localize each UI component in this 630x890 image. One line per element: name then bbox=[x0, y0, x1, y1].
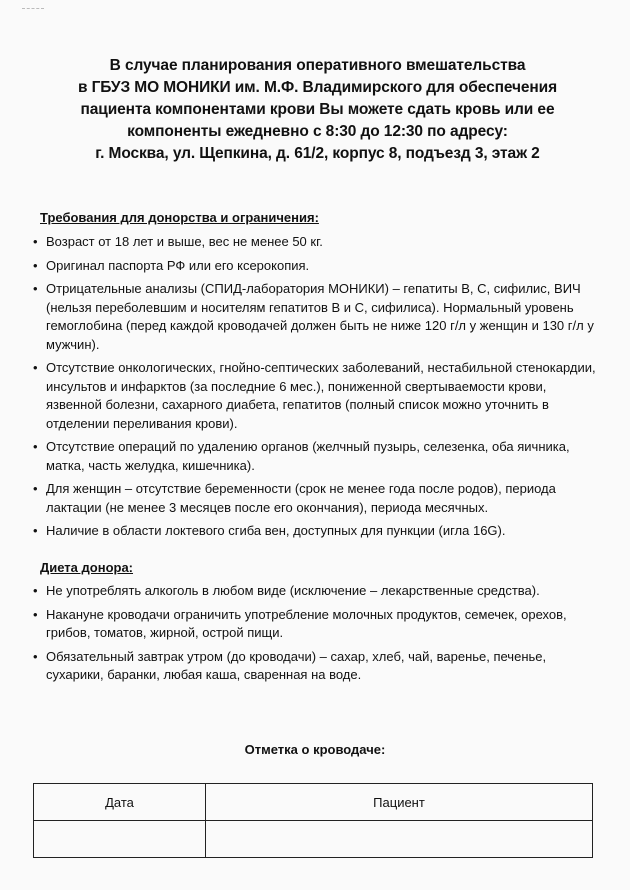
list-item: • Для женщин – отсутствие беременности (срок не менее года после родов), периода лактации (не менее 3 месяцев после его окончания), периода месячных. bbox=[33, 481, 556, 515]
header-address-line: г. Москва, ул. Щепкина, д. 61/2, корпус 8, подъезд 3, этаж 2 bbox=[95, 145, 540, 162]
bullet-icon: • bbox=[33, 523, 38, 538]
list-item: • Не употреблять алкоголь в любом виде (исключение – лекарственные средства). bbox=[33, 582, 603, 601]
diet-list bbox=[33, 582, 603, 690]
header-line: в ГБУЗ МО МОНИКИ им. М.Ф. Владимирского для обеспечения bbox=[77, 79, 558, 96]
table-row bbox=[34, 821, 593, 858]
list-item: • Отсутствие онкологических, гнойно-септических заболеваний, нестабильной стенокардии, инсультов и инфарктов (за последние 6 мес.), пониженной свертываемости крови, язвенной болезни, сахарного диабета, гепатитов (полный список можно уточнить в отделении переливания крови). bbox=[33, 360, 596, 431]
bullet-icon: • bbox=[33, 648, 38, 664]
bullet-icon: • bbox=[33, 583, 38, 598]
list-item: • Накануне кроводачи ограничить употребление молочных продуктов, семечек, орехов, грибов, томатов, жирной, острой пищи. bbox=[33, 606, 567, 640]
donation-record-table bbox=[33, 783, 593, 858]
header-notice bbox=[40, 55, 595, 165]
bullet-icon: • bbox=[33, 234, 38, 249]
column-header-patient: Пациент bbox=[206, 784, 593, 821]
requirements-title: Требования для донорства и ограничения: bbox=[40, 210, 319, 225]
bullet-icon: • bbox=[33, 360, 38, 375]
requirements-list bbox=[33, 233, 603, 546]
header-line: компоненты ежедневно с 8:30 до 12:30 по адресу: bbox=[127, 123, 508, 140]
list-item: • Оригинал паспорта РФ или его ксерокопия. bbox=[33, 257, 603, 276]
bullet-icon: • bbox=[33, 281, 38, 296]
header-line: В случае планирования оперативного вмешательства bbox=[109, 57, 526, 74]
patient-cell bbox=[206, 821, 593, 858]
date-cell bbox=[34, 821, 206, 858]
list-item: • Обязательный завтрак утром (до кроводачи) – сахар, хлеб, чай, варенье, печенье, сухарики, баранки, любая каша, сваренная на воде. bbox=[33, 648, 547, 682]
bullet-icon: • bbox=[33, 481, 38, 496]
column-header-date: Дата bbox=[34, 784, 206, 821]
bullet-icon: • bbox=[33, 257, 38, 273]
header-line: пациента компонентами крови Вы можете сдать кровь или ее bbox=[80, 101, 555, 118]
table-header-row bbox=[34, 784, 593, 821]
bullet-icon: • bbox=[33, 606, 38, 622]
record-title: Отметка о кроводаче: bbox=[244, 742, 386, 757]
list-item: • Отсутствие операций по удалению органов (желчный пузырь, селезенка, оба яичника, матка, часть желудка, кишечника). bbox=[33, 439, 570, 473]
list-item: • Возраст от 18 лет и выше, вес не менее 50 кг. bbox=[33, 233, 603, 252]
list-item: • Наличие в области локтевого сгиба вен, доступных для пункции (игла 16G). bbox=[33, 522, 603, 541]
bullet-icon: • bbox=[33, 439, 38, 454]
list-item: • Отрицательные анализы (СПИД-лаборатория МОНИКИ) – гепатиты В, С, сифилис, ВИЧ (нельзя переболевшим и носителям гепатитов В и С, сифилиса). Нормальный уровень гемоглобина (перед каждой кроводачей должен быть не ниже 120 г/л у женщин и 130 г/л у мужчин). bbox=[33, 281, 594, 352]
scan-mark bbox=[22, 8, 44, 10]
diet-title: Диета донора: bbox=[40, 560, 134, 575]
